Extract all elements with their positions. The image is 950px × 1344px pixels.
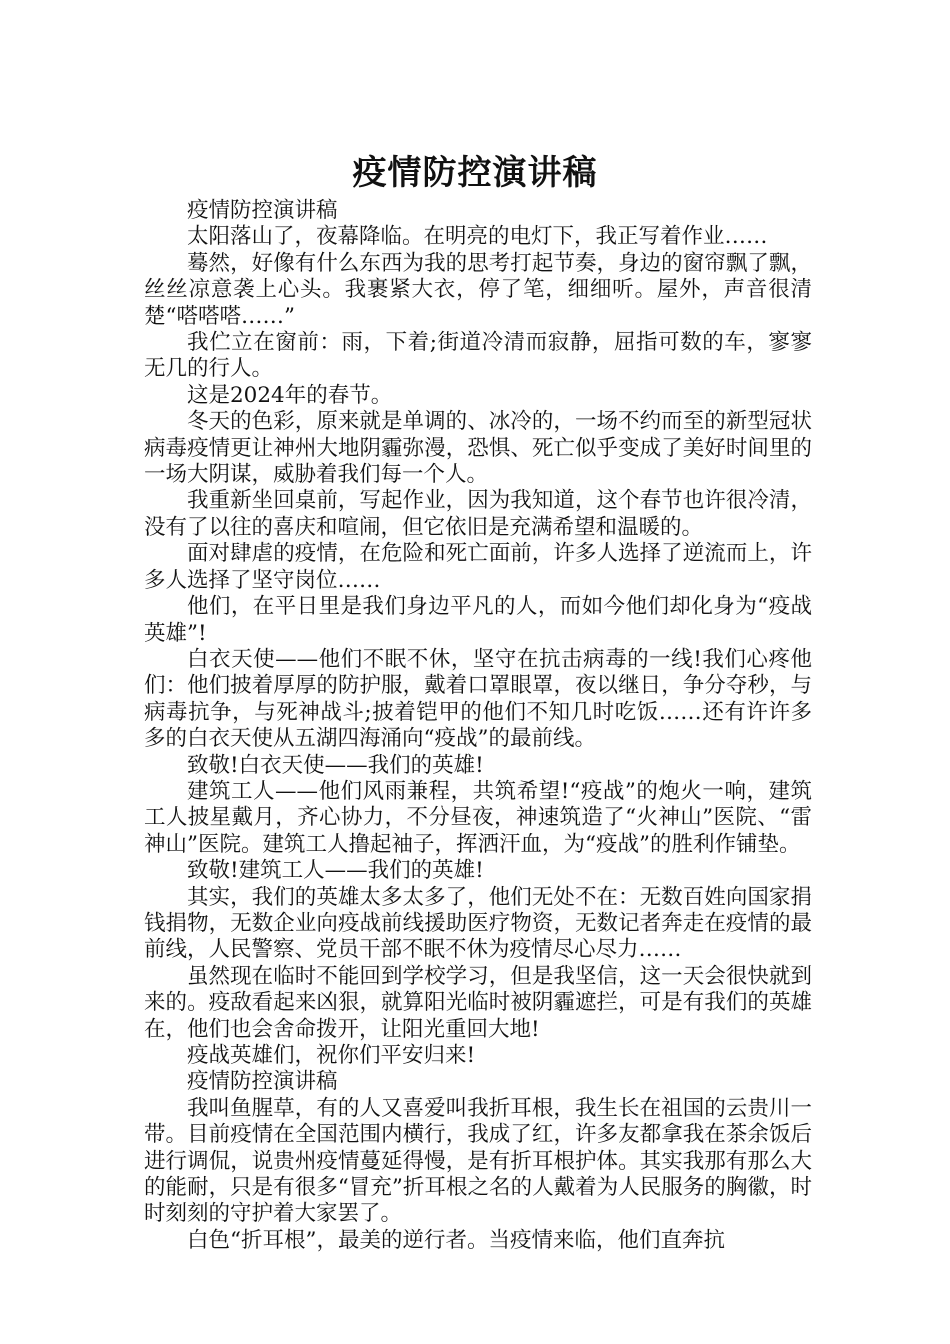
paragraph: 致敬!建筑工人——我们的英雄! [187, 858, 484, 884]
paragraph: 疫战英雄们，祝你们平安归来! [187, 1043, 476, 1068]
paragraph: 我重新坐回桌前，写起作业，因为我知道，这个春节也许很冷清，没有了以往的喜庆和喧闹，但它依旧是充满希望和温暖的。 [144, 488, 812, 540]
document-body [144, 198, 812, 1254]
paragraph: 建筑工人——他们风雨兼程，共筑希望!“疫战”的炮火一响，建筑工人披星戴月，齐心协力，不分昼夜，神速筑造了“火神山”医院、“雷神山”医院。建筑工人撸起袖子，挥洒汗血，为“疫战”的胜利作铺垫。 [144, 778, 812, 857]
paragraph: 蓦然，好像有什么东西为我的思考打起节奏，身边的窗帘飘了飘，丝丝凉意袭上心头。我裹紧大衣，停了笔，细细听。屋外，声音很清楚“嗒嗒嗒……” [144, 250, 812, 329]
paragraph: 冬天的色彩，原来就是单调的、冰冷的，一场不约而至的新型冠状病毒疫情更让神州大地阴霾弥漫，恐惧、死亡似乎变成了美好时间里的一场大阴谋，威胁着我们每一个人。 [144, 409, 812, 488]
paragraph: 他们，在平日里是我们身边平凡的人，而如今他们却化身为“疫战英雄”! [144, 594, 812, 646]
paragraph: 面对肆虐的疫情，在危险和死亡面前，许多人选择了逆流而上，许多人选择了坚守岗位…… [144, 541, 812, 593]
paragraph: 我叫鱼腥草，有的人又喜爱叫我折耳根，我生长在祖国的云贵川一带。目前疫情在全国范围内横行，我成了红，许多友都拿我在茶余饭后进行调侃，说贵州疫情蔓延得慢，是有折耳根护体。其实我那有那么大的能耐，只是有很多“冒充”折耳根之名的人戴着为人民服务的胸徽，时时刻刻的守护着大家罢了。 [144, 1095, 812, 1227]
paragraph: 致敬!白衣天使——我们的英雄! [187, 752, 484, 778]
paragraph: 白色“折耳根”，最美的逆行者。当疫情来临，他们直奔抗 [187, 1227, 725, 1253]
paragraph: 这是2024年的春节。 [187, 382, 393, 408]
document-title: 疫情防控演讲稿 [352, 152, 598, 193]
paragraph: 我伫立在窗前：雨，下着;街道冷清而寂静，屈指可数的车，寥寥无几的行人。 [144, 330, 812, 382]
paragraph: 其实，我们的英雄太多太多了，他们无处不在：无数百姓向国家捐钱捐物，无数企业向疫战前线援助医疗物资，无数记者奔走在疫情的最前线，人民警察、党员干部不眠不休为疫情尽心尽力…… [144, 884, 812, 963]
paragraph: 太阳落山了，夜幕降临。在明亮的电灯下，我正写着作业…… [187, 224, 768, 250]
paragraph: 疫情防控演讲稿 [187, 1069, 338, 1095]
paragraph: 白衣天使——他们不眠不休，坚守在抗击病毒的一线!我们心疼他们：他们披着厚厚的防护服，戴着口罩眼罩，夜以继日，争分夺秒，与病毒抗争，与死神战斗;披着铠甲的他们不知几时吃饭……还有许许多多的白衣天使从五湖四海涌向“疫战”的最前线。 [144, 646, 812, 752]
paragraph: 虽然现在临时不能回到学校学习，但是我坚信，这一天会很快就到来的。疫敌看起来凶狠，就算阳光临时被阴霾遮拦，可是有我们的英雄在，他们也会舍命拨开，让阳光重回大地! [144, 963, 812, 1042]
paragraph: 疫情防控演讲稿 [187, 198, 338, 223]
